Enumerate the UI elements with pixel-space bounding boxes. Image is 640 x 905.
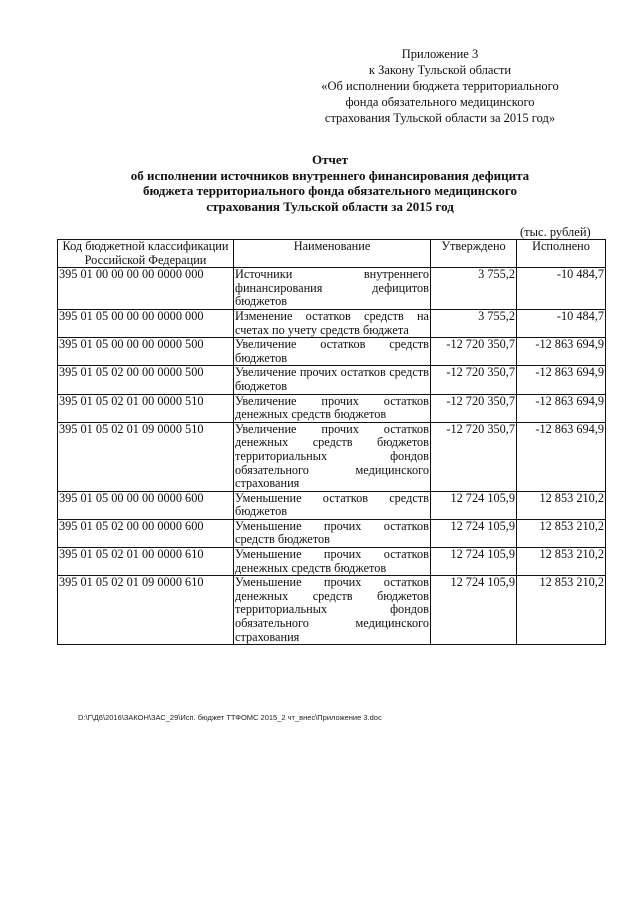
table-row	[58, 338, 606, 366]
appendix-line: к Закону Тульской области	[368, 63, 512, 77]
code-cell: 395 01 05 02 00 00 0000 500	[58, 366, 234, 394]
units-label: (тыс. рублей)	[520, 225, 591, 239]
code-cell: 395 01 05 02 01 00 0000 510	[58, 394, 234, 422]
name-cell: Изменение остатков средств на счетах по учету средств бюджета	[235, 308, 429, 337]
table-header-row	[58, 240, 606, 268]
approved-cell: 12 724 105,9	[431, 519, 517, 547]
name-cell: Увеличение остатков средств бюджетов	[235, 337, 429, 365]
approved-cell: 12 724 105,9	[431, 491, 517, 519]
table-row	[58, 519, 606, 547]
appendix-line: фонда обязательного медицинского	[345, 95, 535, 109]
code-cell: 395 01 05 00 00 00 0000 000	[58, 309, 234, 337]
name-cell: Уменьшение прочих остатков средств бюджетов	[235, 518, 429, 547]
code-cell: 395 01 00 00 00 00 0000 000	[58, 268, 234, 310]
appendix-header	[290, 46, 590, 126]
approved-cell: -12 720 350,7	[431, 366, 517, 394]
executed-cell: -10 484,7	[517, 309, 606, 337]
name-cell: Увеличение прочих остатков денежных средств бюджетов	[235, 393, 429, 422]
title-line: страхования Тульской области за 2015 год	[206, 198, 454, 214]
title-line: бюджета территориального фонда обязательного медицинского	[143, 183, 517, 198]
header-code: Код бюджетной классификации Российской Федерации	[58, 240, 234, 268]
approved-cell: 12 724 105,9	[431, 548, 517, 576]
file-path-footer: D:\Г\Д6\2016\ЗАКОН\ЗАС_29\Исп. бюджет ТТФОМС 2015_2 чт_внес\Приложение 3.doc	[78, 713, 382, 722]
table-row	[58, 491, 606, 519]
code-cell: 395 01 05 02 01 09 0000 610	[58, 576, 234, 645]
table-row	[58, 422, 606, 491]
appendix-line: «Об исполнении бюджета территориального	[321, 79, 559, 93]
executed-cell: 12 853 210,2	[517, 548, 606, 576]
name-cell: Уменьшение остатков средств бюджетов	[235, 490, 429, 519]
report-title	[95, 152, 565, 214]
header-approved: Утверждено	[431, 240, 517, 268]
header-executed: Исполнено	[517, 240, 606, 268]
approved-cell: 3 755,2	[431, 309, 517, 337]
table-row	[58, 309, 606, 337]
executed-cell: -12 863 694,9	[517, 394, 606, 422]
table-row	[58, 548, 606, 576]
code-cell: 395 01 05 00 00 00 0000 500	[58, 338, 234, 366]
name-cell: Уменьшение прочих остатков денежных средств бюджетов территориальных фондов обязательного медицинского страхования	[235, 575, 429, 644]
approved-cell: 12 724 105,9	[431, 576, 517, 645]
code-cell: 395 01 05 02 01 09 0000 510	[58, 422, 234, 491]
approved-cell: -12 720 350,7	[431, 394, 517, 422]
report-table	[57, 239, 606, 645]
title-line: Отчет	[312, 152, 348, 167]
executed-cell: -12 863 694,9	[517, 366, 606, 394]
approved-cell: -12 720 350,7	[431, 422, 517, 491]
executed-cell: 12 853 210,2	[517, 576, 606, 645]
code-cell: 395 01 05 02 00 00 0000 600	[58, 519, 234, 547]
approved-cell: 3 755,2	[431, 268, 517, 310]
appendix-line: страхования Тульской области за 2015 год»	[324, 111, 556, 125]
code-cell: 395 01 05 02 01 00 0000 610	[58, 548, 234, 576]
name-cell: Увеличение прочих остатков средств бюджетов	[235, 365, 429, 393]
appendix-line: Приложение 3	[401, 47, 479, 61]
table-row	[58, 576, 606, 645]
code-cell: 395 01 05 00 00 00 0000 600	[58, 491, 234, 519]
table-row	[58, 268, 606, 310]
name-cell: Источники внутреннего финансирования дефицитов бюджетов	[235, 267, 429, 309]
name-cell: Увеличение прочих остатков денежных средств бюджетов территориальных фондов обязательного медицинского страхования	[235, 421, 429, 491]
executed-cell: 12 853 210,2	[517, 491, 606, 519]
executed-cell: -10 484,7	[517, 268, 606, 310]
table-row	[58, 394, 606, 422]
executed-cell: -12 863 694,9	[517, 422, 606, 491]
approved-cell: -12 720 350,7	[431, 338, 517, 366]
title-line: об исполнении источников внутреннего финансирования дефицита	[130, 167, 530, 183]
name-cell: Уменьшение прочих остатков денежных средств бюджетов	[235, 547, 429, 575]
executed-cell: -12 863 694,9	[517, 338, 606, 366]
header-name: Наименование	[234, 240, 431, 268]
executed-cell: 12 853 210,2	[517, 519, 606, 547]
table-row	[58, 366, 606, 394]
